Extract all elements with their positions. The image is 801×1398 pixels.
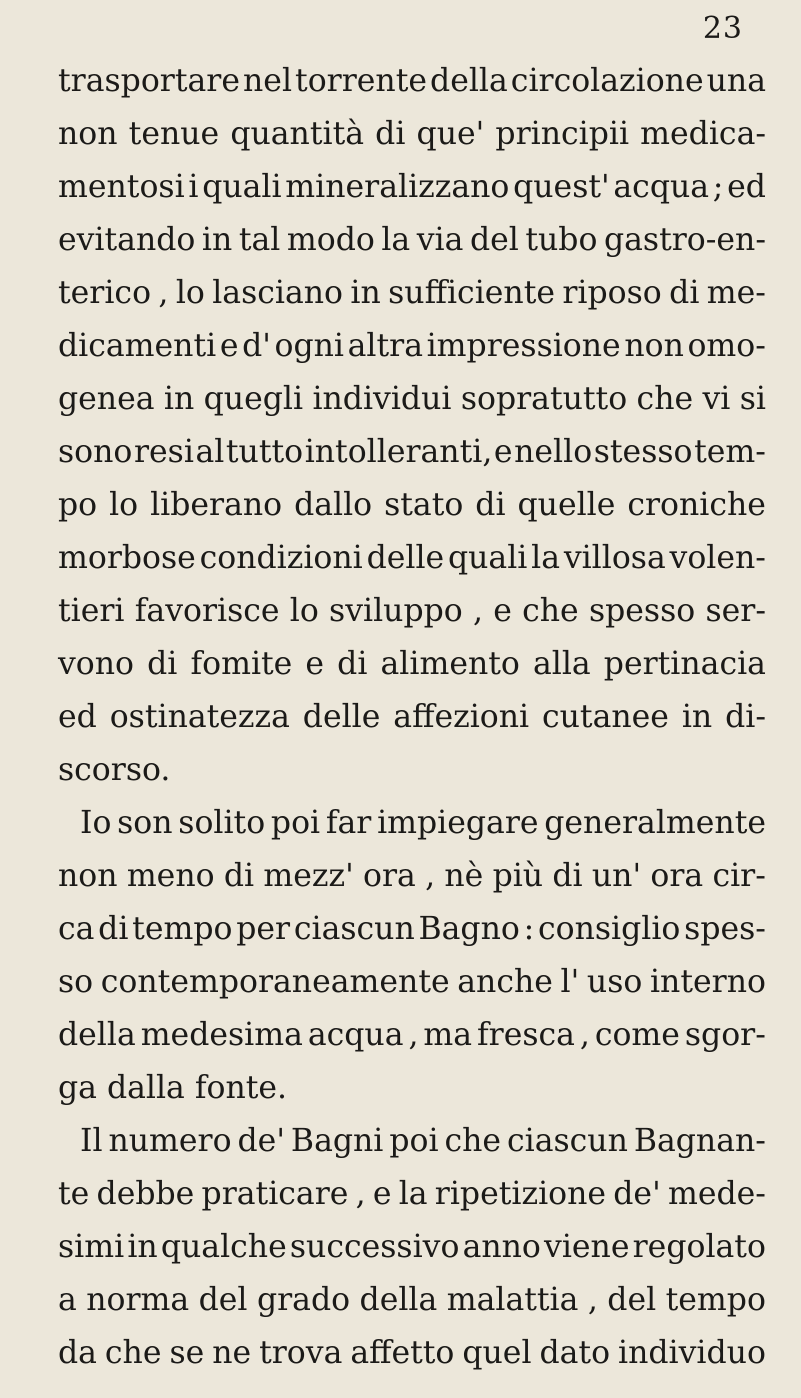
text-line: po lo liberano dallo stato di quelle croniche <box>58 487 766 523</box>
text-line: genea in quegli individui sopratutto che vi si <box>58 381 766 417</box>
text-line: non meno di mezz' ora , nè più di un' ora cir- <box>58 858 766 894</box>
text-line: te debbe praticare , e la ripetizione de' mede- <box>58 1176 766 1212</box>
page-number: 23 <box>702 11 743 46</box>
text-line: ca di tempo per ciascun Bagno : consiglio spes- <box>58 911 766 947</box>
text-line: a norma del grado della malattia , del tempo <box>58 1282 766 1318</box>
text-line: scorso. <box>58 752 171 788</box>
text-line: morbose condizioni delle quali la villosa volen- <box>58 540 766 576</box>
text-line: ed ostinatezza delle affezioni cutanee in di- <box>58 699 766 735</box>
text-line: terico , lo lasciano in sufficiente riposo di me- <box>58 275 766 311</box>
text-line: della medesima acqua , ma fresca , come sgor- <box>58 1017 766 1053</box>
text-line: simi in qualche successivo anno viene regolato <box>58 1229 766 1265</box>
text-line: da che se ne trova affetto quel dato individuo <box>58 1335 766 1371</box>
text-line: Il numero de' Bagni poi che ciascun Bagnan- <box>80 1123 766 1159</box>
text-line: vono di fomite e di alimento alla pertinacia <box>58 646 766 682</box>
text-line: ga dalla fonte. <box>58 1070 288 1106</box>
text-line: tieri favorisce lo sviluppo , e che spesso ser- <box>58 593 766 629</box>
body-text <box>58 55 766 1380</box>
text-line: non tenue quantità di que' principii medica- <box>58 116 766 152</box>
text-line: evitando in tal modo la via del tubo gastro-en- <box>58 222 766 258</box>
text-line: so contemporaneamente anche l' uso interno <box>58 964 766 1000</box>
text-line: mentosi i quali mineralizzano quest' acqua ; ed <box>58 169 766 205</box>
text-line: trasportare nel torrente della circolazione una <box>58 63 766 99</box>
text-line: dicamenti e d' ogni altra impressione non omo- <box>58 328 766 364</box>
text-line: Io son solito poi far impiegare generalmente <box>80 805 766 841</box>
text-line: sono resi al tutto intolleranti, e nello stesso tem- <box>58 434 766 470</box>
